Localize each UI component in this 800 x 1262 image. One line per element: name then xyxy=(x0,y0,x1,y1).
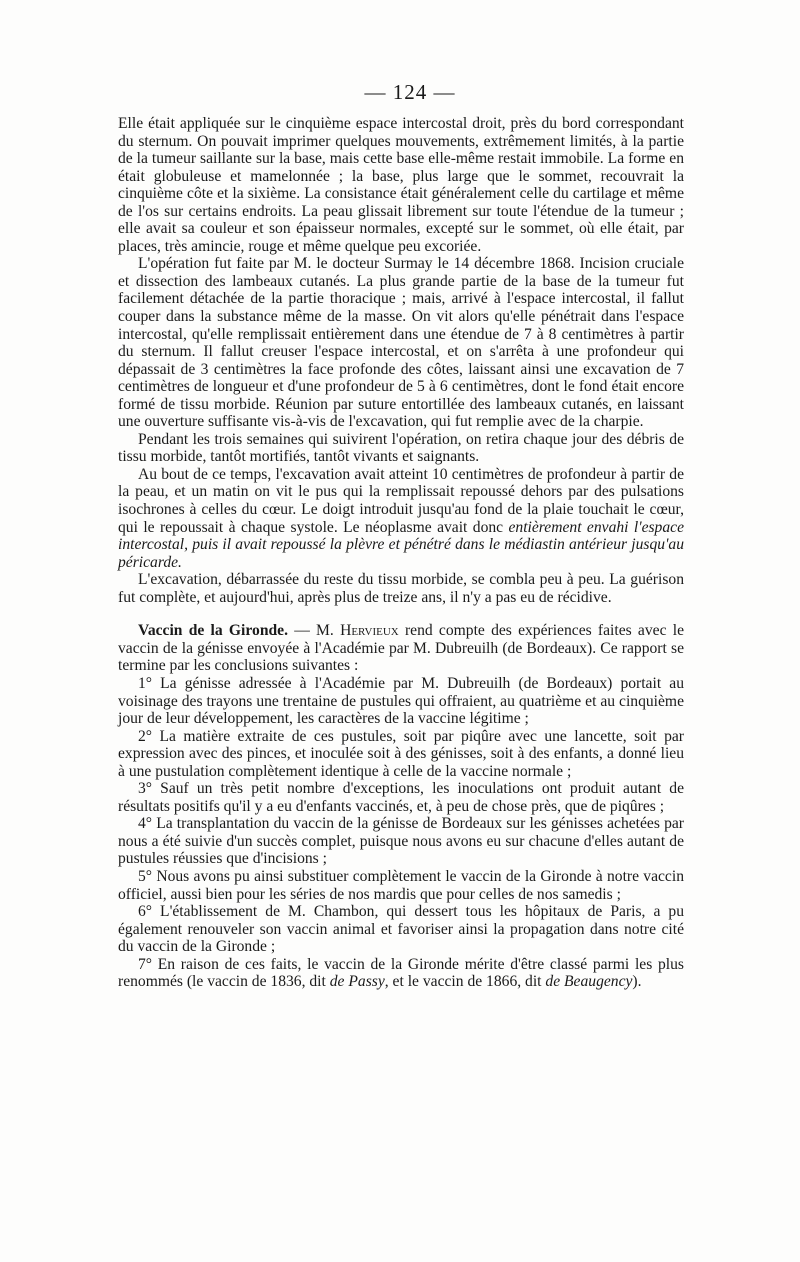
author-name: Hervieux xyxy=(340,622,399,640)
paragraph-operation: L'opération fut faite par M. le docteur Surmay le 14 décembre 1868. Incision cruciale et dissection des lambeaux cutanés. La plus grande partie de la base de la tumeur fut facilement détachée de la partie thoracique ; mais, arrivé à l'espace intercostal, il fallut couper dans la substance même de la masse. On vit alors qu'elle pénétrait dans l'espace intercostal, qu'elle remplissait entièrement dans une étendue de 7 à 8 centimètres à partir du sternum. Il fallut creuser l'espace intercostal, et on s'arrêta à une profondeur qui dépassait de 3 centimètres la face profonde des côtes, laissant ainsi une excavation de 7 centimètres de longueur et d'une profondeur de 5 à 6 centimètres, dont le fond était encore formé de tissu morbide. Réunion par suture entortillée des lambeaux cutanés, en laissant une ouverture suffisante vis-à-vis de l'excavation, qui fut remplie avec de la charpie. xyxy=(118,255,684,431)
paragraph-tumor-description: Elle était appliquée sur le cinquième espace intercostal droit, près du bord correspondant du sternum. On pouvait imprimer quelques mouvements, extrêmement limités, à la partie de la tumeur saillante sur la base, mais cette base elle-même restait immobile. La forme en était globuleuse et mamelonnée ; la base, plus large que le sommet, recouvrait la cinquième côte et la sixième. La consistance était généralement celle du cartilage et même de l'os sur certains endroits. La peau glissait librement sur toute l'étendue de la tumeur ; elle avait sa couleur et son épaisseur normales, excepté sur le sommet, où elle était, par places, très amincie, rouge et même quelque peu excoriée. xyxy=(118,115,684,255)
conclusion-7-italic-passy: de Passy xyxy=(329,973,385,991)
conclusion-7-italic-beaugency: de Beaugency xyxy=(545,973,633,991)
paragraph-excavation-text: Au bout de ce temps, l'excavation avait atteint 10 centimètres de profondeur à partir de la peau, et un matin on vit le pus qui la remplissait repoussé dehors par des pulsations isochrones à celles du cœur. Le doigt introduit jusqu'au fond de la plaie touchait le cœur, qui le repoussait à chaque systole. Le néoplasme avait donc xyxy=(118,465,684,536)
conclusion-4: 4° La transplantation du vaccin de la génisse de Bordeaux sur les génisses achetées par nous a été suivie d'un succès complet, puisque nous avons eu sur chacune d'elles autant de pustules réussies que d'incisions ; xyxy=(118,815,684,868)
conclusion-7-middle: , et le vaccin de 1866, dit xyxy=(384,973,546,991)
page-number: — 124 — xyxy=(364,80,456,104)
conclusion-7 xyxy=(118,956,684,991)
conclusion-5: 5° Nous avons pu ainsi substituer complètement le vaccin de la Gironde à notre vaccin officiel, aussi bien pour les séries de nos mardis que pour celles de nos samedis ; xyxy=(118,867,684,903)
section-heading: Vaccin de la Gironde. xyxy=(138,622,288,640)
paragraph-excavation xyxy=(118,466,684,571)
page-body xyxy=(118,115,684,991)
section-heading-dash: — M. xyxy=(287,622,341,640)
conclusion-7-text: 7° En raison de ces faits, le vaccin de la Gironde mérite d'être classé parmi les plus renommés (le vaccin de 1836, dit xyxy=(118,955,684,991)
conclusion-2: 2° La matière extraite de ces pustules, soit par piqûre avec une lancette, soit par expression avec des pinces, et inoculée soit à des génisses, soit à des enfants, a donné lieu à une pustulation complètement identique à celle de la vaccine normale ; xyxy=(118,727,684,780)
conclusion-3: 3° Sauf un très petit nombre d'exceptions, les inoculations ont produit autant de résultats positifs qu'il y a eu d'enfants vaccinés, et, à peu de chose près, que de piqûres ; xyxy=(118,780,684,815)
paragraph-excavation-italic: entièrement envahi l'espace intercostal, puis il avait repoussé la plèvre et pénétré dans le médiastin antérieur jusqu'au péricarde. xyxy=(118,518,684,571)
conclusion-6: 6° L'établissement de M. Chambon, qui dessert tous les hôpitaux de Paris, a pu également renouveler son vaccin animal et favoriser ainsi la propagation dans notre cité du vaccin de la Gironde ; xyxy=(118,903,684,956)
section-vaccin-gironde xyxy=(118,622,684,675)
conclusion-1: 1° La génisse adressée à l'Académie par M. Dubreuilh (de Bordeaux) portait au voisinage des trayons une trentaine de pustules qui offraient, au quatrième et au cinquième jour de leur développement, les caractères de la vaccine légitime ; xyxy=(118,674,684,728)
paragraph-three-weeks: Pendant les trois semaines qui suivirent l'opération, on retira chaque jour des débris de tissu morbide, tantôt mortifiés, tantôt vivants et saignants. xyxy=(118,430,684,466)
paragraph-healing: L'excavation, débarrassée du reste du tissu morbide, se combla peu à peu. La guérison fut complète, et aujourd'hui, après plus de treize ans, il n'y a pas eu de récidive. xyxy=(118,571,684,606)
section-intro-text: rend compte des expériences faites avec le vaccin de la génisse envoyée à l'Académie par M. Dubreuilh (de Bordeaux). Ce rapport se termine par les conclusions suivantes : xyxy=(118,622,684,675)
conclusion-7-tail: ). xyxy=(632,973,642,991)
